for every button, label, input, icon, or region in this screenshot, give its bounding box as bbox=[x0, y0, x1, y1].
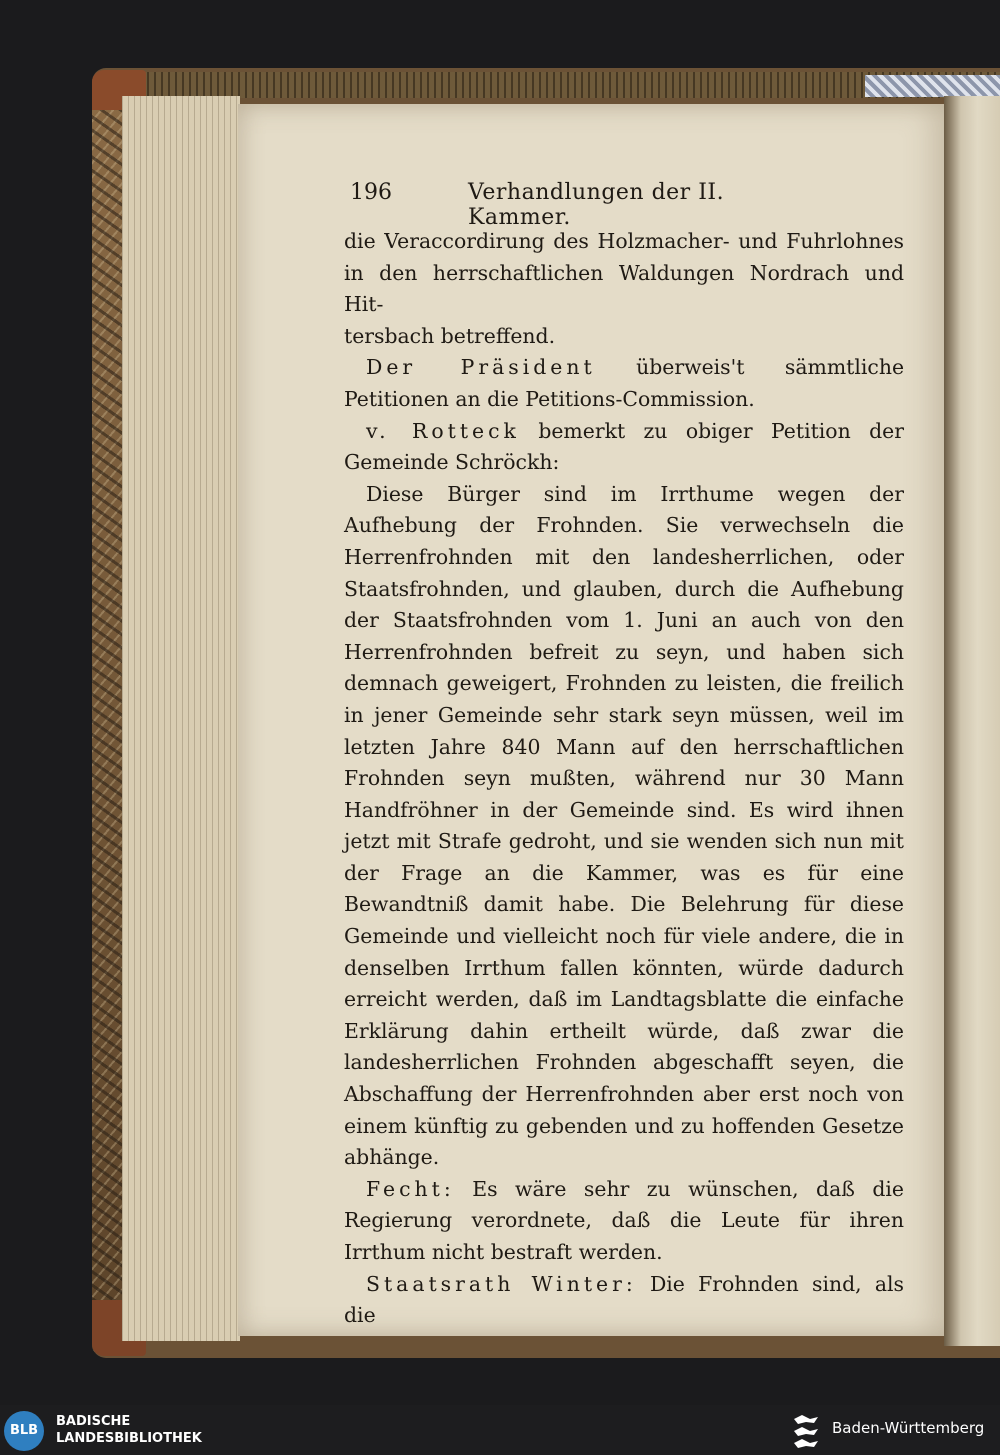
library-name-line2: LANDESBIBLIOTHEK bbox=[56, 1431, 202, 1446]
paragraph-speech: Diese Bürger sind im Irrthume wegen der Aufhebung der Frohnden. Sie verwechseln die Herrenfrohnden mit den landesherrlichen, oder Staatsfrohnden, und glauben, durch die Aufhebung der Staatsfrohnden vom 1. Juni an auch von den Herrenfrohnden befreit zu seyn, und haben sich demnach geweigert, Frohnden zu leisten, die freilich in jener Gemeinde sehr stark seyn müssen, weil im letzten Jahre 840 Mann auf den herrschaftlichen Frohnden seyn mußten, während nur 30 Mann Handfröhner in der Gemeinde sind. Es wird ihnen jetzt mit Strafe gedroht, und sie wenden sich nun mit der Frage an die Kammer, was es für eine Bewandtniß damit habe. Die Belehrung für diese Gemeinde und vielleicht noch für viele andere, die in denselben Irrthum fallen könnten, würde dadurch erreicht werden, daß im Landtagsblatte die einfache Erklärung dahin ertheilt würde, daß zwar die landesherrlichen Frohnden abgeschafft seyen, die Abschaffung der Herrenfrohnden aber erst noch von einem künftig zu gebenden und zu hoffenden Gesetze abhänge. bbox=[344, 481, 904, 1170]
library-name-line1: BADISCHE bbox=[56, 1414, 131, 1429]
page-text bbox=[344, 226, 904, 1332]
speaker-name: Staatsrath Winter: bbox=[366, 1271, 637, 1296]
speaker-name: v. Rotteck bbox=[366, 418, 520, 443]
paragraph-rotteck bbox=[344, 416, 904, 479]
library-name[interactable] bbox=[56, 1413, 202, 1447]
paragraph-winter bbox=[344, 1269, 904, 1332]
page-number: 196 bbox=[350, 180, 392, 205]
speaker-name: Der Präsident bbox=[366, 355, 596, 380]
baden-wuerttemberg-lions-icon bbox=[792, 1413, 820, 1449]
running-title: Verhandlungen der II. Kammer. bbox=[468, 180, 725, 230]
paragraph-text: Es wäre sehr zu wünschen, daß die Regierung verordnete, daß die Leute für ihren Irrthum nicht bestraft werden. bbox=[344, 1176, 904, 1264]
page-edges bbox=[122, 96, 240, 1341]
text-line: in den herrschaftlichen Waldungen Nordrach und Hit- bbox=[344, 260, 904, 317]
paragraph-text: Die Frohnden sind, als die bbox=[344, 1271, 904, 1328]
state-name[interactable]: Baden-Württemberg bbox=[832, 1419, 985, 1437]
paragraph-fecht bbox=[344, 1174, 904, 1269]
blb-logo[interactable]: BLB bbox=[4, 1411, 44, 1451]
text-line: tersbach betreffend. bbox=[344, 323, 556, 348]
speaker-name: Fecht: bbox=[366, 1176, 455, 1201]
footer-bar bbox=[0, 1405, 1000, 1455]
paragraph-text: bemerkt zu obiger Petition der Gemeinde Schröckh: bbox=[344, 418, 904, 475]
paragraph-praesident bbox=[344, 352, 904, 415]
page-header bbox=[350, 180, 790, 230]
headband bbox=[865, 75, 1000, 97]
text-line: die Veraccordirung des Holzmacher- und Fuhrlohnes bbox=[344, 229, 904, 253]
paragraph-text: überweis't sämmtliche Petitionen an die Petitions-Commission. bbox=[344, 355, 905, 411]
page-gutter bbox=[944, 96, 1000, 1346]
